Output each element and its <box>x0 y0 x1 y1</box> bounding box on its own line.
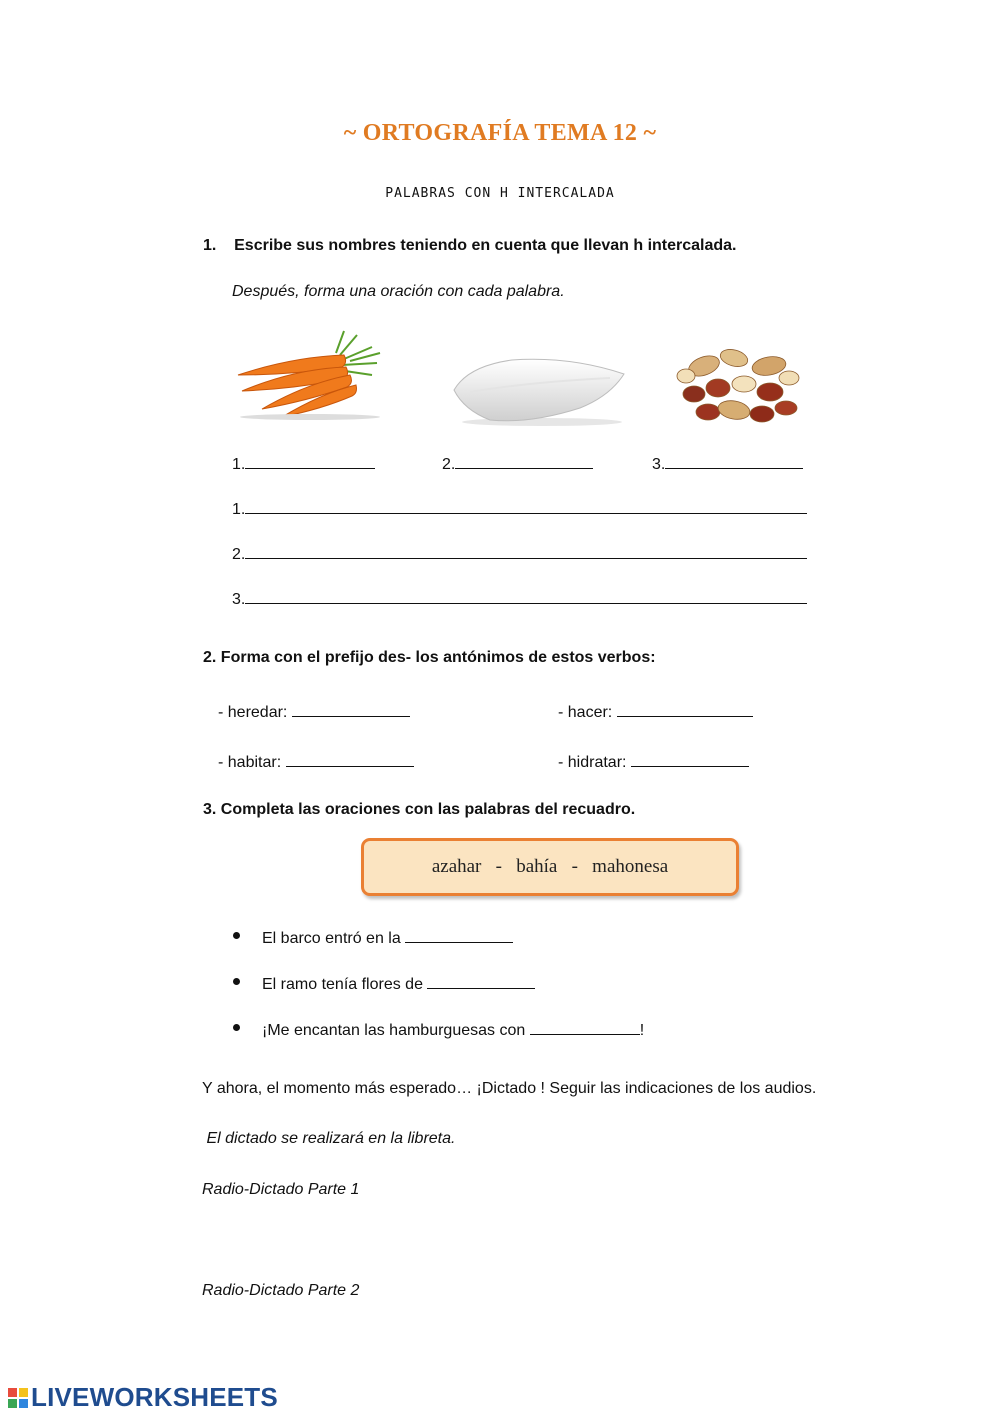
answer-line[interactable] <box>631 750 749 767</box>
verb-label: - hidratar: <box>558 754 627 771</box>
sentence-end: ! <box>639 1022 645 1039</box>
word-box-text: azahar - bahía - mahonesa <box>431 856 669 877</box>
answer-line[interactable] <box>617 700 753 717</box>
bullet-icon <box>233 1024 240 1031</box>
logo-grid-icon <box>8 1388 28 1408</box>
answer-line[interactable] <box>245 497 807 514</box>
sentence-blank-label: 3. <box>232 591 246 608</box>
answer-line[interactable] <box>427 972 535 989</box>
sentence-blank-2[interactable] <box>232 542 807 564</box>
answer-line[interactable] <box>455 452 593 469</box>
question-3 <box>203 801 635 819</box>
question-2 <box>203 649 656 667</box>
answer-line[interactable] <box>286 750 414 767</box>
carrots-icon <box>232 325 387 420</box>
fill-sentence-3[interactable] <box>262 1018 644 1040</box>
radio-dictado-part-2[interactable]: Radio-Dictado Parte 2 <box>202 1282 360 1299</box>
question-3-number: 3 <box>203 801 212 818</box>
answer-line[interactable] <box>665 452 803 469</box>
bullet-icon <box>233 978 240 985</box>
verb-label: - hacer: <box>558 704 613 721</box>
liveworksheets-logo[interactable] <box>8 1382 278 1413</box>
page-subtitle: PALABRAS CON H INTERCALADA <box>385 186 615 201</box>
radio-dictado-part-1[interactable]: Radio-Dictado Parte 1 <box>202 1181 360 1198</box>
question-2-number: 2 <box>203 649 212 666</box>
antonym-hidratar[interactable] <box>558 750 749 772</box>
word-blank-label: 3. <box>652 456 666 473</box>
sentence-blank-1[interactable] <box>232 497 807 519</box>
dictation-note: El dictado se realizará en la libreta. <box>202 1130 456 1147</box>
word-blank-2[interactable] <box>442 452 593 474</box>
sentence-blank-label: 2. <box>232 546 246 563</box>
word-box <box>361 838 739 896</box>
word-blank-label: 1. <box>232 456 246 473</box>
verb-label: - habitar: <box>218 754 282 771</box>
answer-line[interactable] <box>245 452 375 469</box>
sentence-text: El barco entró en la <box>262 930 401 947</box>
fill-sentence-2[interactable] <box>262 972 535 994</box>
question-1: 1. Escribe sus nombres teniendo en cuenta que llevan h intercalada. <box>203 237 737 254</box>
fill-sentence-1[interactable] <box>262 926 513 948</box>
word-blank-3[interactable] <box>652 452 803 474</box>
page-title: ~ ORTOGRAFÍA TEMA 12 ~ <box>343 120 657 146</box>
answer-line[interactable] <box>530 1018 640 1035</box>
antonym-heredar[interactable] <box>218 700 410 722</box>
logo-text: LIVEWORKSHEETS <box>31 1382 278 1412</box>
word-blank-label: 2. <box>442 456 456 473</box>
answer-line[interactable] <box>245 587 807 604</box>
answer-line[interactable] <box>245 542 807 559</box>
verb-label: - heredar: <box>218 704 288 721</box>
peanuts-icon <box>674 336 804 430</box>
answer-line[interactable] <box>292 700 410 717</box>
sentence-text: El ramo tenía flores de <box>262 976 423 993</box>
question-1-instruction: Después, forma una oración con cada palabra. <box>232 283 565 300</box>
question-3-text: . Completa las oraciones con las palabras del recuadro. <box>211 801 636 818</box>
antonym-habitar[interactable] <box>218 750 414 772</box>
question-2-text: . Forma con el prefijo des- los antónimos de estos verbos: <box>211 649 656 666</box>
pillow-icon <box>450 352 628 427</box>
sentence-blank-3[interactable] <box>232 587 807 609</box>
antonym-hacer[interactable] <box>558 700 753 722</box>
word-blank-1[interactable] <box>232 452 375 474</box>
dictation-intro: Y ahora, el momento más esperado… ¡Dictado ! Seguir las indicaciones de los audios. <box>202 1080 817 1097</box>
bullet-icon <box>233 932 240 939</box>
sentence-text: ¡Me encantan las hamburguesas con <box>262 1022 526 1039</box>
answer-line[interactable] <box>405 926 513 943</box>
sentence-blank-label: 1. <box>232 501 246 518</box>
